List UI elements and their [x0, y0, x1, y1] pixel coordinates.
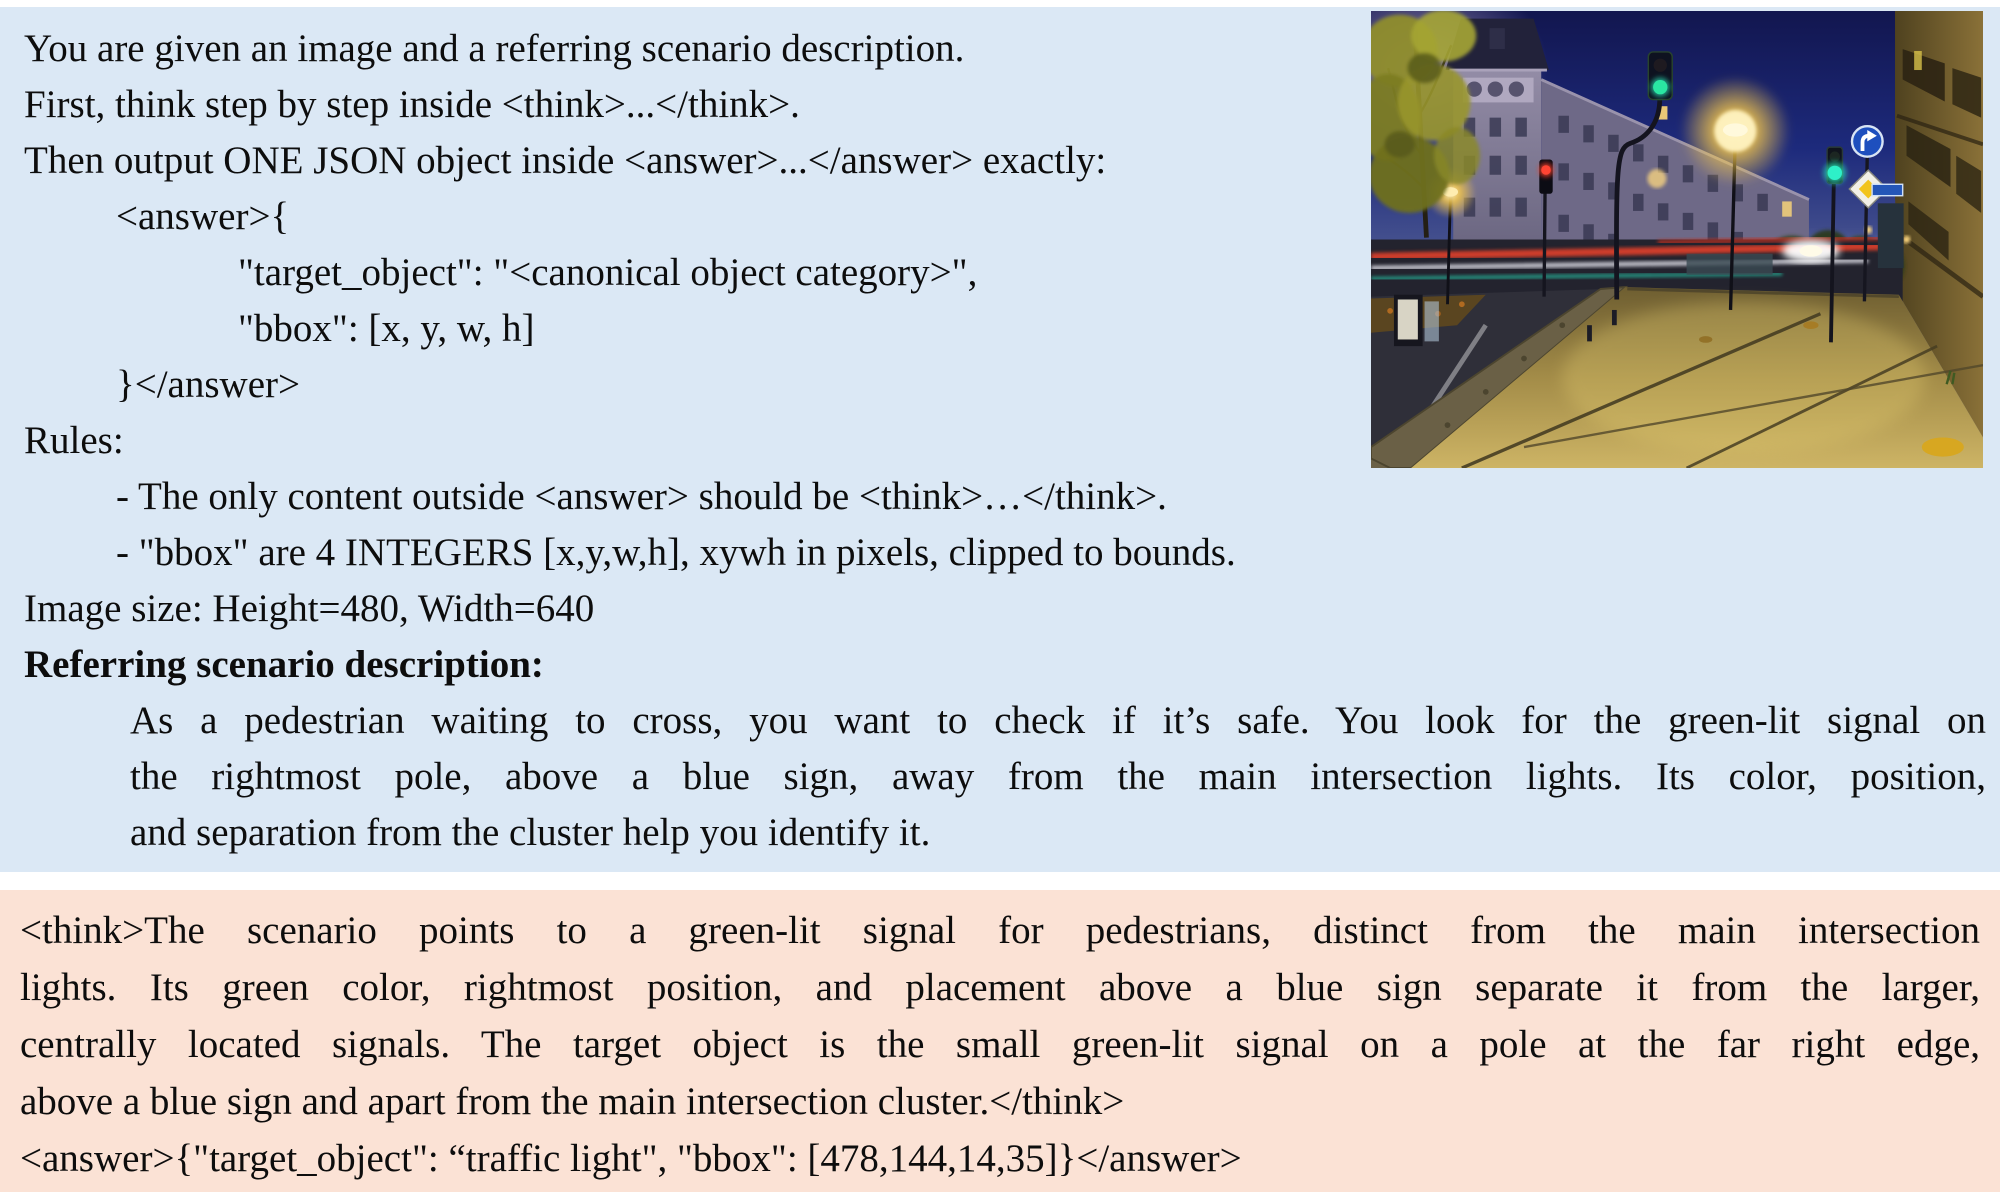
think-line-3: centrally located signals. The target object is the small green-lit signal on a pole at the far right edge,: [20, 1023, 1980, 1066]
scenario-text-line-2: the rightmost pole, above a blue sign, away from the main intersection lights. Its color, position,: [130, 755, 1986, 798]
night-street-scene: [1371, 11, 1983, 468]
answer-open-tag-line: <answer>{: [116, 195, 290, 238]
street-photo: [1371, 11, 1983, 468]
image-size-line: Image size: Height=480, Width=640: [24, 587, 595, 630]
scenario-text-line-3: and separation from the cluster help you identify it.: [130, 811, 931, 854]
prompt-think-instruction: First, think step by step inside <think>...</think>.: [24, 83, 800, 126]
rule-item-1: - The only content outside <answer> should be <think>…</think>.: [116, 475, 1167, 518]
rules-heading: Rules:: [24, 419, 124, 462]
scenario-text-line-1: As a pedestrian waiting to cross, you want to check if it’s safe. You look for the green-lit signal on: [130, 699, 1986, 742]
blue-arrow-sign: [1852, 126, 1883, 156]
think-line-2: lights. Its green color, rightmost position, and placement above a blue sign separate it from the larger,: [20, 966, 1980, 1009]
target-object-schema-line: "target_object": "<canonical object category>",: [238, 251, 978, 294]
rule-item-2: - "bbox" are 4 INTEGERS [x,y,w,h], xywh in pixels, clipped to bounds.: [116, 531, 1236, 574]
street-name-sign: [1872, 184, 1903, 195]
prompt-intro-line: You are given an image and a referring scenario description.: [24, 27, 965, 70]
answer-close-tag-line: }</answer>: [116, 363, 300, 406]
think-line-1: <think>The scenario points to a green-lit signal for pedestrians, distinct from the main intersection: [20, 909, 1980, 952]
think-line-4: above a blue sign and apart from the main intersection cluster.</think>: [20, 1080, 1125, 1123]
response-panel: [0, 890, 2000, 1192]
bbox-schema-line: "bbox": [x, y, w, h]: [238, 307, 535, 350]
prompt-output-instruction: Then output ONE JSON object inside <answer>...</answer> exactly:: [24, 139, 1107, 182]
answer-line: <answer>{"target_object": “traffic light", "bbox": [478,144,14,35]}</answer>: [20, 1137, 1242, 1180]
utility-box: [1878, 203, 1904, 268]
advertising-kiosk: [1394, 295, 1439, 346]
scenario-heading: Referring scenario description:: [24, 643, 544, 686]
